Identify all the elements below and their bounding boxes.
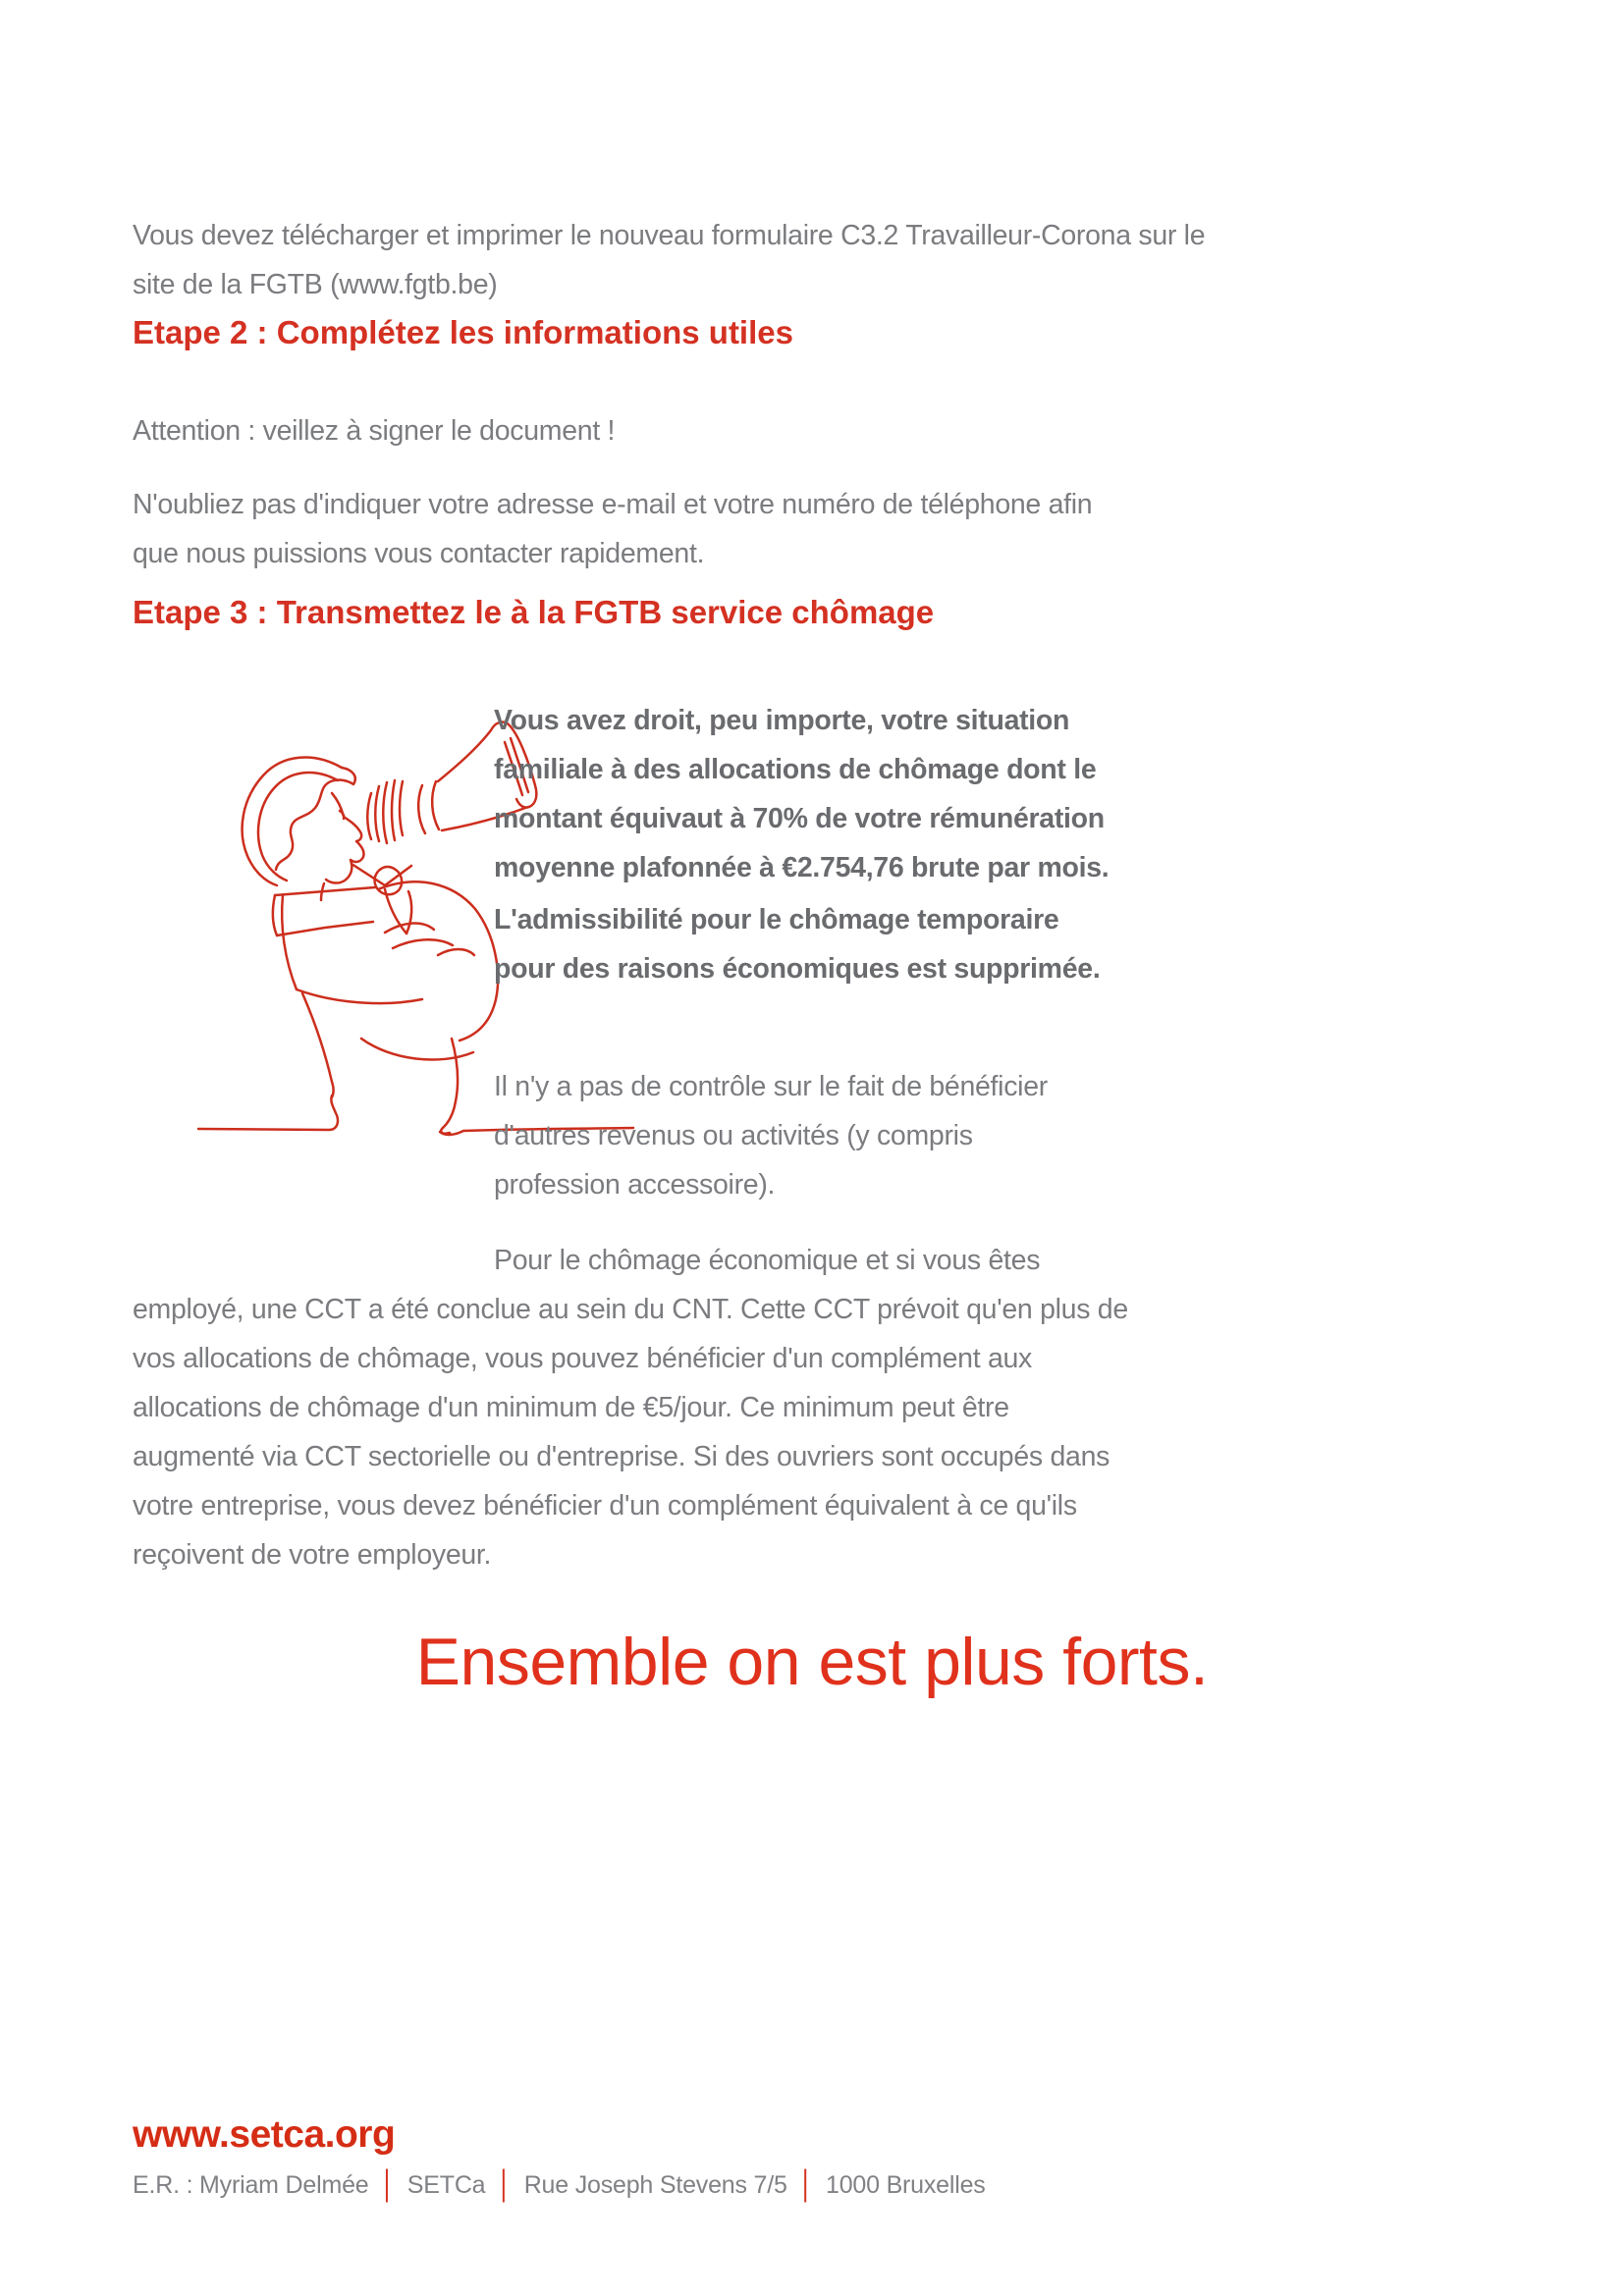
imprint-line xyxy=(133,2167,986,2202)
imprint-responsible-editor: E.R. : Myriam Delmée xyxy=(133,2171,369,2199)
etape2-heading: Etape 2 : Complétez les informations utiles xyxy=(133,314,793,350)
footer-separator-icon: │ xyxy=(379,2169,397,2200)
website-link[interactable]: www.setca.org xyxy=(133,2113,396,2156)
imprint-street: Rue Joseph Stevens 7/5 xyxy=(523,2171,787,2199)
control-paragraph: Il n'y a pas de contrôle sur le fait de bénéficier d'autres revenus ou activités (y compris profession accessoire). xyxy=(494,1070,1048,1201)
slogan-text: Ensemble on est plus forts. xyxy=(415,1625,1209,1699)
contact-note: N'oubliez pas d'indiquer votre adresse e-mail et votre numéro de téléphone afin que nous puissions vous contacter rapidement. xyxy=(133,488,1093,569)
footer-separator-icon: │ xyxy=(496,2169,514,2200)
cct-paragraph: Pour le chômage économique et si vous êtes employé, une CCT a été conclue au sein du CNT. Cette CCT prévoit qu'en plus de vos allocations de chômage, vous pouvez bénéficier d'un complément aux allocations de chômage d'un minimum de €5/jour. Ce minimum peut être augmenté via CCT sectorielle ou d'entreprise. Si des ouvriers sont occupés dans votre entreprise, vous devez bénéficier d'un complément équivalent à ce qu'ils reçoivent de votre employeur. xyxy=(133,1244,1128,1571)
intro-paragraph: Vous devez télécharger et imprimer le nouveau formulaire C3.2 Travailleur-Corona sur le site de la FGTB (www.fgtb.be) xyxy=(133,219,1206,300)
imprint-organisation: SETCa xyxy=(406,2171,486,2199)
attention-note: Attention : veillez à signer le document ! xyxy=(133,414,616,447)
benefits-paragraph: Vous avez droit, peu importe, votre situation familiale à des allocations de chômage dont le montant équivaut à 70% de votre rémunération moyenne plafonnée à €2.754,76 brute par mois. xyxy=(494,704,1110,883)
imprint-city: 1000 Bruxelles xyxy=(826,2171,986,2199)
etape3-heading: Etape 3 : Transmettez le à la FGTB service chômage xyxy=(133,594,935,630)
footer-separator-icon: │ xyxy=(797,2169,816,2200)
admissibility-paragraph: L'admissibilité pour le chômage temporaire pour des raisons économiques est supprimée. xyxy=(494,903,1101,985)
